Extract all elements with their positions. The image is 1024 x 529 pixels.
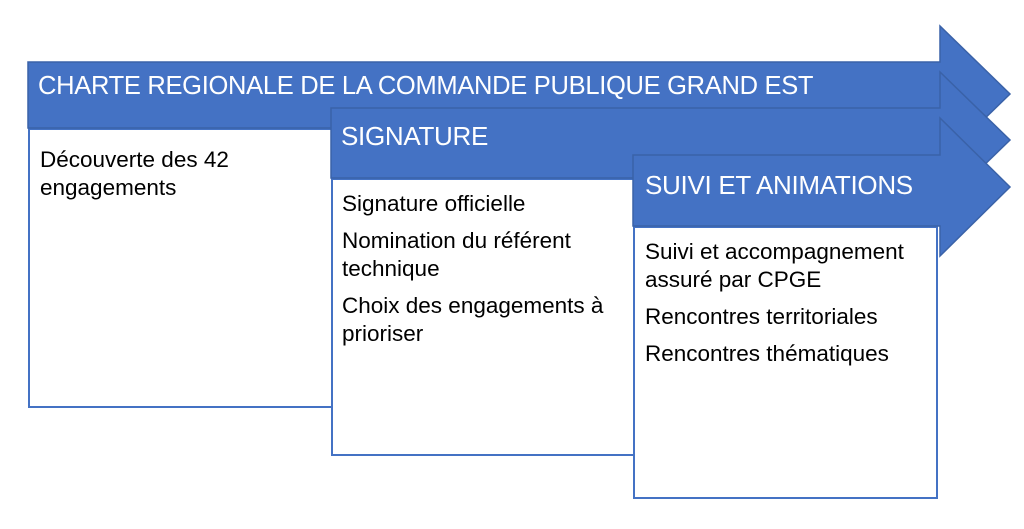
stage3-item: Rencontres territoriales — [645, 304, 878, 329]
stage3-item: Rencontres thématiques — [645, 341, 889, 366]
stage1-item: Découverte des 42 engagements — [40, 147, 229, 200]
stage2-items — [342, 190, 632, 357]
stage3-item: Suivi et accompagnement assuré par CPGE — [645, 239, 904, 292]
stage2-item: Signature officielle — [342, 191, 526, 216]
stage2-title: SIGNATURE — [341, 121, 489, 151]
stage1-title: CHARTE REGIONALE DE LA COMMANDE PUBLIQUE GRAND EST — [38, 72, 814, 100]
stage3-title: SUIVI ET ANIMATIONS — [645, 170, 913, 200]
stage2-item: Nomination du référent technique — [342, 228, 571, 281]
stage3-items — [645, 238, 933, 377]
stage2-item: Choix des engagements à prioriser — [342, 293, 604, 346]
stage1-items — [40, 146, 320, 211]
